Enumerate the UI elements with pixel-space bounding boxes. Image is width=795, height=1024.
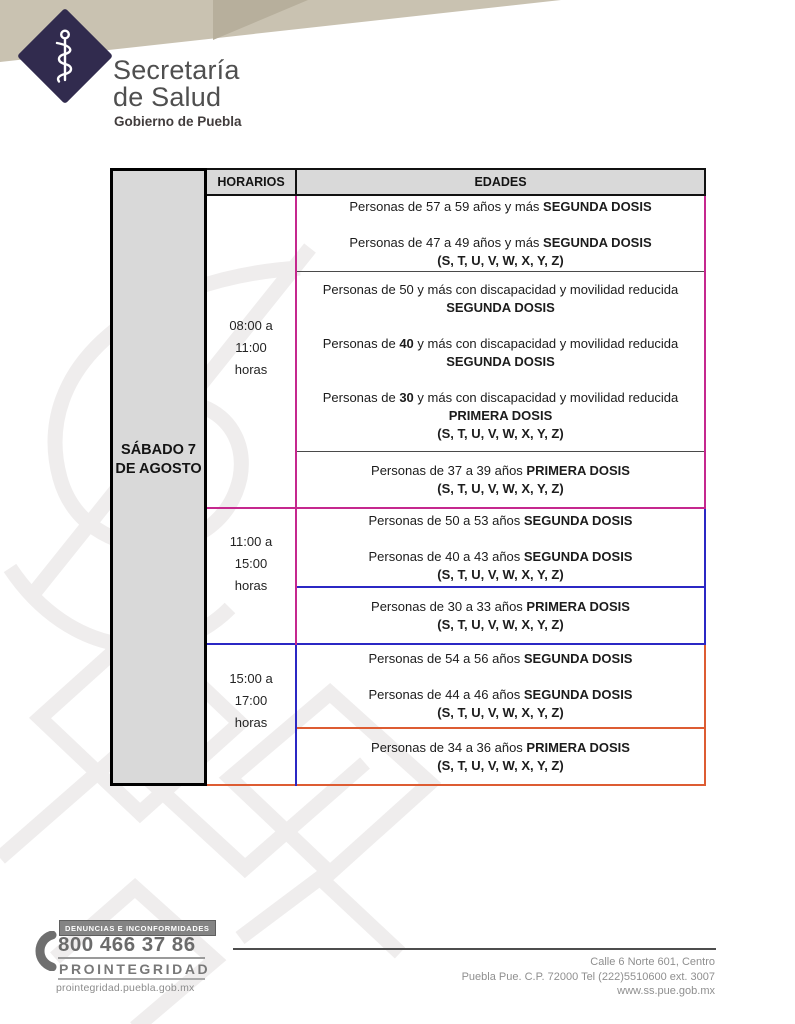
age-entry-line	[323, 407, 679, 425]
age-entry-line	[369, 566, 633, 584]
age-group-row	[297, 588, 704, 645]
time-line: 11:00 a	[229, 534, 273, 549]
age-group-row	[297, 272, 704, 452]
text-segment: Personas de 37 a 39 años	[371, 462, 527, 478]
age-entry	[323, 281, 679, 317]
text-segment: (S, T, U, V, W, X, Y, Z)	[437, 425, 564, 441]
age-entry	[323, 335, 679, 371]
time-line: 08:00 a	[229, 317, 273, 333]
age-entry	[371, 462, 630, 498]
age-entry	[349, 198, 651, 216]
age-entry-line	[349, 234, 651, 252]
age-entry-line	[369, 704, 633, 722]
footer-left-rule-1	[58, 957, 205, 959]
text-segment: PRIMERA DOSIS	[526, 598, 630, 614]
text-segment: Personas de 40 a 43 años	[368, 548, 524, 564]
text-segment: SEGUNDA DOSIS	[543, 198, 652, 214]
text-segment: 40	[399, 335, 414, 351]
text-segment: Personas de 47 a 49 años y más	[349, 234, 544, 250]
age-entry	[371, 739, 630, 775]
text-segment: Personas de 34 a 36 años	[371, 739, 527, 755]
text-segment: (S, T, U, V, W, X, Y, Z)	[437, 252, 564, 268]
date-line1: SÁBADO 7	[121, 442, 196, 458]
asclepius-staff-icon	[47, 28, 83, 84]
time-cell	[207, 196, 295, 509]
age-entry	[369, 512, 633, 530]
complaints-badge: DENUNCIAS E INCONFORMIDADES	[59, 920, 216, 936]
age-entry-line	[323, 389, 679, 407]
text-segment: y más con discapacidad y movilidad reducida	[413, 335, 679, 351]
time-line: 15:00	[234, 556, 268, 571]
text-segment: Personas de 57 a 59 años y más	[349, 198, 544, 214]
age-rows-container	[295, 509, 706, 645]
age-rows-container	[295, 645, 706, 786]
text-segment: (S, T, U, V, W, X, Y, Z)	[437, 757, 564, 773]
text-segment: Personas de 44 a 46 años	[368, 687, 524, 702]
age-group-row	[297, 729, 704, 786]
text-segment: PRIMERA DOSIS	[526, 739, 630, 755]
age-entry-line	[369, 548, 633, 566]
program-name: PROINTEGRIDAD	[59, 961, 211, 977]
text-segment: (S, T, U, V, W, X, Y, Z)	[437, 705, 564, 720]
text-segment: Personas de 50 y más con discapacidad y movilidad reducida	[322, 281, 679, 297]
age-entry	[369, 650, 633, 668]
age-entry	[371, 598, 630, 634]
time-line: 15:00 a	[229, 670, 273, 686]
org-subtitle: Gobierno de Puebla	[114, 114, 242, 129]
age-entry-line	[371, 616, 630, 634]
text-segment: SEGUNDA DOSIS	[446, 353, 555, 369]
footer-divider	[233, 948, 716, 950]
age-entry	[323, 389, 679, 443]
age-entry	[369, 548, 633, 584]
table-header-edades: EDADES	[295, 168, 706, 196]
age-entry-line	[371, 462, 630, 480]
age-entry-line	[369, 512, 633, 530]
age-entry	[349, 234, 651, 270]
age-entry-line	[349, 198, 651, 216]
age-entry-line	[369, 686, 633, 704]
schedule-table	[110, 168, 706, 786]
age-group-row	[297, 509, 704, 588]
address-line3: www.ss.pue.gob.mx	[617, 985, 715, 997]
age-entry	[369, 686, 633, 722]
program-website: prointegridad.puebla.gob.mx	[56, 982, 195, 994]
text-segment: Personas de 50 a 53 años	[368, 512, 524, 528]
age-entry-line	[323, 335, 679, 353]
time-cell	[207, 645, 295, 786]
time-cell	[207, 509, 295, 645]
age-entry-line	[371, 480, 630, 498]
org-name-line1: Secretaría	[113, 55, 240, 85]
text-segment: SEGUNDA DOSIS	[523, 512, 633, 528]
age-entry-line	[323, 299, 679, 317]
org-name-line2: de Salud	[113, 82, 222, 112]
age-entry-line	[371, 757, 630, 775]
age-entry-line	[323, 281, 679, 299]
text-segment: (S, T, U, V, W, X, Y, Z)	[437, 480, 564, 496]
text-segment: PRIMERA DOSIS	[448, 407, 553, 423]
age-entry-line	[323, 353, 679, 371]
text-segment: Personas de 30 a 33 años	[371, 598, 527, 614]
text-segment: (S, T, U, V, W, X, Y, Z)	[437, 566, 564, 582]
time-line: horas	[234, 578, 268, 593]
text-segment: SEGUNDA DOSIS	[523, 548, 633, 564]
address-block	[462, 955, 715, 999]
table-header-horarios: HORARIOS	[207, 168, 295, 196]
phone-icon	[30, 931, 58, 971]
age-group-row	[297, 452, 704, 509]
complaints-phone-number: 800 466 37 86	[58, 933, 196, 956]
text-segment: Personas de	[322, 389, 400, 405]
age-group-row	[297, 196, 704, 272]
text-segment: SEGUNDA DOSIS	[446, 299, 555, 315]
age-entry-line	[349, 252, 651, 270]
footer-left-rule-2	[58, 978, 205, 980]
text-segment: (S, T, U, V, W, X, Y, Z)	[437, 616, 564, 632]
date-cell	[110, 168, 207, 786]
time-line: 11:00	[235, 339, 267, 355]
org-name	[113, 57, 240, 111]
age-entry-line	[323, 425, 679, 443]
age-entry-line	[371, 739, 630, 757]
time-line: 17:00	[234, 692, 268, 708]
text-segment: 30	[399, 389, 414, 405]
address-line2: Puebla Pue. C.P. 72000 Tel (222)5510600 ext. 3007	[461, 970, 715, 983]
age-entry-line	[371, 598, 630, 616]
text-segment: y más con discapacidad y movilidad reducida	[413, 389, 679, 405]
age-group-row	[297, 645, 704, 729]
time-line: horas	[234, 714, 268, 730]
age-rows-container	[295, 196, 706, 509]
text-segment: Personas de	[322, 335, 400, 351]
text-segment: SEGUNDA DOSIS	[523, 651, 633, 666]
text-segment: SEGUNDA DOSIS	[543, 234, 652, 250]
time-line: horas	[234, 361, 268, 377]
date-line2: DE AGOSTO	[115, 461, 202, 477]
text-segment: Personas de 54 a 56 años	[368, 651, 524, 666]
age-entry-line	[369, 650, 633, 668]
address-line1: Calle 6 Norte 601, Centro	[590, 956, 715, 968]
text-segment: SEGUNDA DOSIS	[523, 687, 633, 702]
text-segment: PRIMERA DOSIS	[526, 462, 630, 478]
